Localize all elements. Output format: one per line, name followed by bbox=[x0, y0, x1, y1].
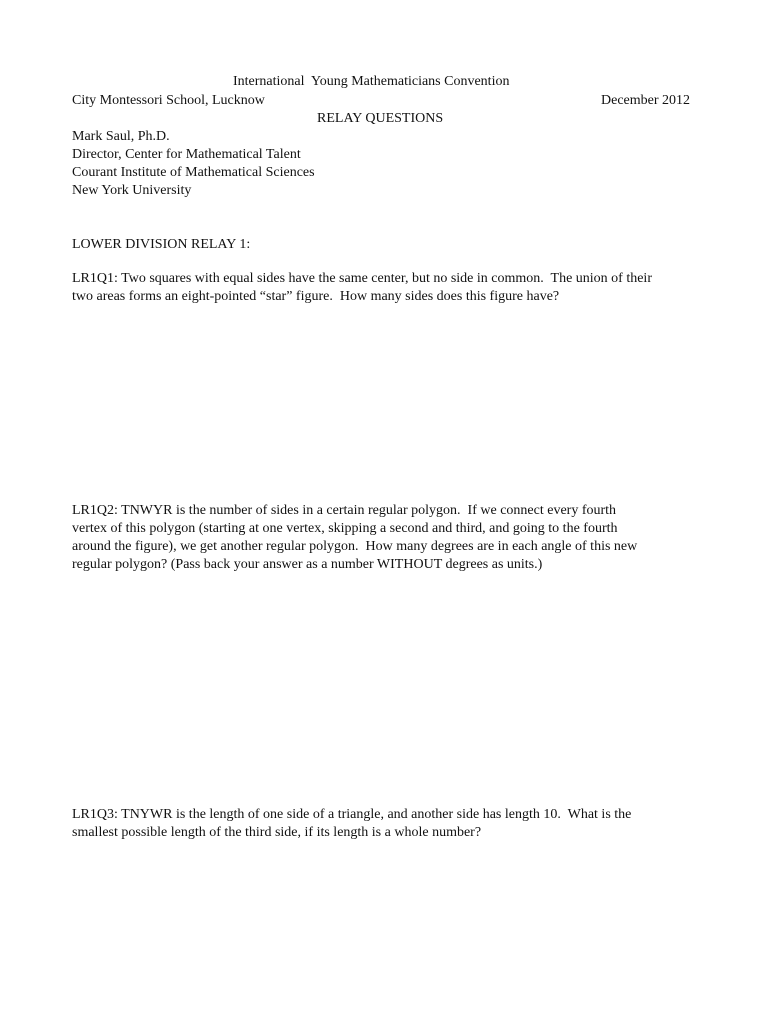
question-lr1q3 bbox=[72, 806, 702, 842]
question-line: vertex of this polygon (starting at one vertex, skipping a second and third, and going to the fourth bbox=[72, 521, 618, 536]
author-name: Mark Saul, Ph.D. bbox=[72, 129, 170, 144]
author-university: New York University bbox=[72, 183, 192, 198]
question-line: two areas forms an eight-pointed “star” figure. How many sides does this figure have? bbox=[72, 289, 560, 304]
section-title: RELAY QUESTIONS bbox=[317, 111, 444, 126]
convention-title: International Young Mathematicians Convention bbox=[233, 74, 510, 89]
question-line: smallest possible length of the third side, if its length is a whole number? bbox=[72, 825, 482, 840]
school-name: City Montessori School, Lucknow bbox=[72, 93, 265, 108]
question-lr1q2 bbox=[72, 502, 702, 574]
author-role: Director, Center for Mathematical Talent bbox=[72, 147, 301, 162]
question-line: LR1Q1: Two squares with equal sides have the same center, but no side in common. The union of their bbox=[72, 271, 652, 286]
question-lr1q1 bbox=[72, 270, 702, 306]
question-line: around the figure), we get another regular polygon. How many degrees are in each angle of this new bbox=[72, 539, 638, 554]
question-line: regular polygon? (Pass back your answer as a number WITHOUT degrees as units.) bbox=[72, 557, 543, 572]
question-line: LR1Q2: TNWYR is the number of sides in a certain regular polygon. If we connect every fourth bbox=[72, 503, 617, 518]
document-date: December 2012 bbox=[601, 93, 691, 108]
relay-heading: LOWER DIVISION RELAY 1: bbox=[72, 237, 251, 252]
question-line: LR1Q3: TNYWR is the length of one side of a triangle, and another side has length 10. What is the bbox=[72, 807, 632, 822]
author-institute: Courant Institute of Mathematical Sciences bbox=[72, 165, 315, 180]
